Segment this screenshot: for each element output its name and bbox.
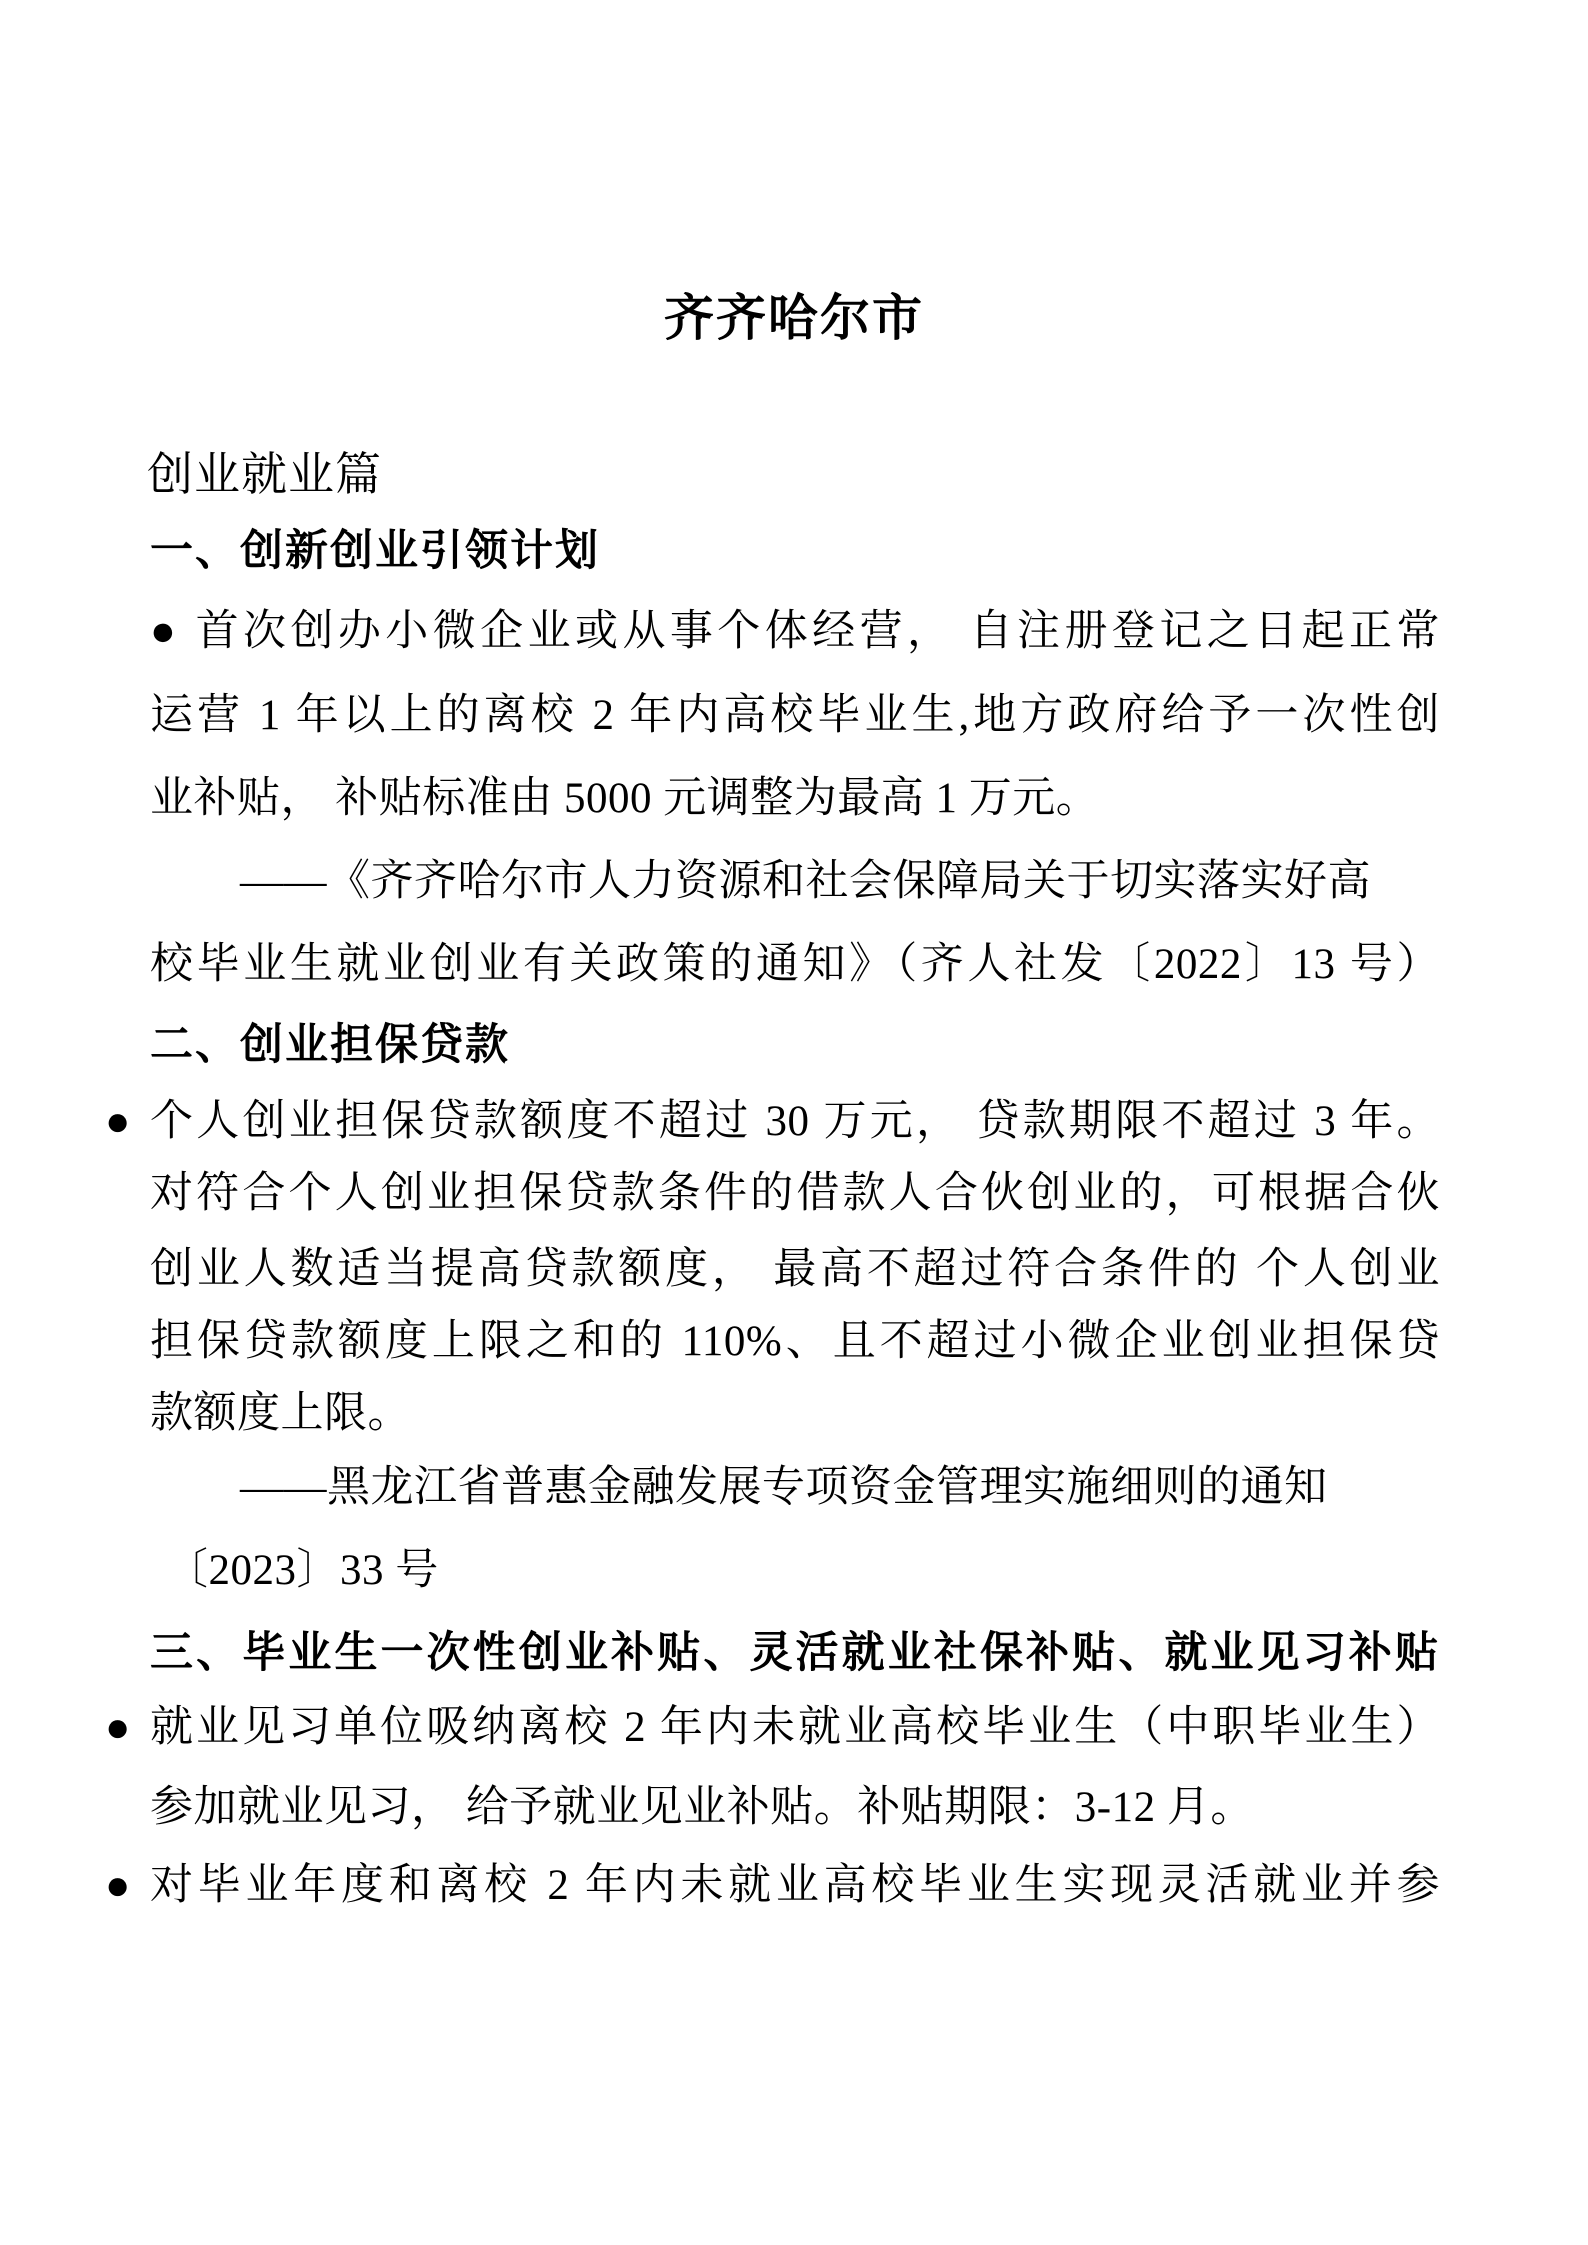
s2-citation-line2: 〔2023〕33 号: [165, 1547, 439, 1594]
s2-bullet1-line5: 款额度上限。: [150, 1390, 411, 1437]
s2-bullet1-line1: 个人创业担保贷款额度不超过 30 万元， 贷款期限不超过 3 年。: [150, 1098, 1440, 1145]
s3-bullet1-line2: 参加就业见习， 给予就业见业补贴。补贴期限：3-12 月。: [150, 1784, 1254, 1831]
s1-bullet1-line1: ● 首次创办小微企业或从事个体经营， 自注册登记之日起正常: [150, 608, 1440, 655]
s1-citation-line2: 校毕业生就业创业有关政策的通知》（齐人社发〔2022〕13 号）: [150, 941, 1440, 988]
s1-bullet1-line2: 运营 1 年以上的离校 2 年内高校毕业生,地方政府给予一次性创: [150, 692, 1440, 739]
s3-bullet2-line1: 对毕业年度和离校 2 年内未就业高校毕业生实现灵活就业并参: [150, 1862, 1440, 1909]
s1-citation-line1: ——《齐齐哈尔市人力资源和社会保障局关于切实落实好高: [240, 858, 1371, 905]
s2-citation-line1: ——黑龙江省普惠金融发展专项资金管理实施细则的通知: [240, 1464, 1328, 1511]
s2-bullet1-line3: 创业人数适当提高贷款额度， 最高不超过符合条件的 个人创业: [150, 1246, 1440, 1293]
s1-bullet1-line3: 业补贴， 补贴标准由 5000 元调整为最高 1 万元。: [150, 775, 1100, 822]
s2-heading: 二、创业担保贷款: [150, 1022, 510, 1069]
s3-heading: 三、毕业生一次性创业补贴、灵活就业社保补贴、就业见习补贴: [150, 1630, 1440, 1677]
bullet-marker: ●: [105, 1705, 131, 1751]
bullet-marker: ●: [105, 1863, 131, 1909]
s2-bullet1-line2: 对符合个人创业担保贷款条件的借款人合伙创业的，可根据合伙: [150, 1170, 1440, 1217]
document-title: 齐齐哈尔市: [664, 290, 924, 346]
s1-heading: 一、创新创业引领计划: [150, 528, 600, 575]
s3-bullet1-line1: 就业见习单位吸纳离校 2 年内未就业高校毕业生（中职毕业生）: [150, 1704, 1440, 1751]
section-heading: 创业就业篇: [147, 448, 382, 500]
bullet-marker: ●: [105, 1099, 131, 1145]
s2-bullet1-line4: 担保贷款额度上限之和的 110%、且不超过小微企业创业担保贷: [150, 1318, 1440, 1365]
